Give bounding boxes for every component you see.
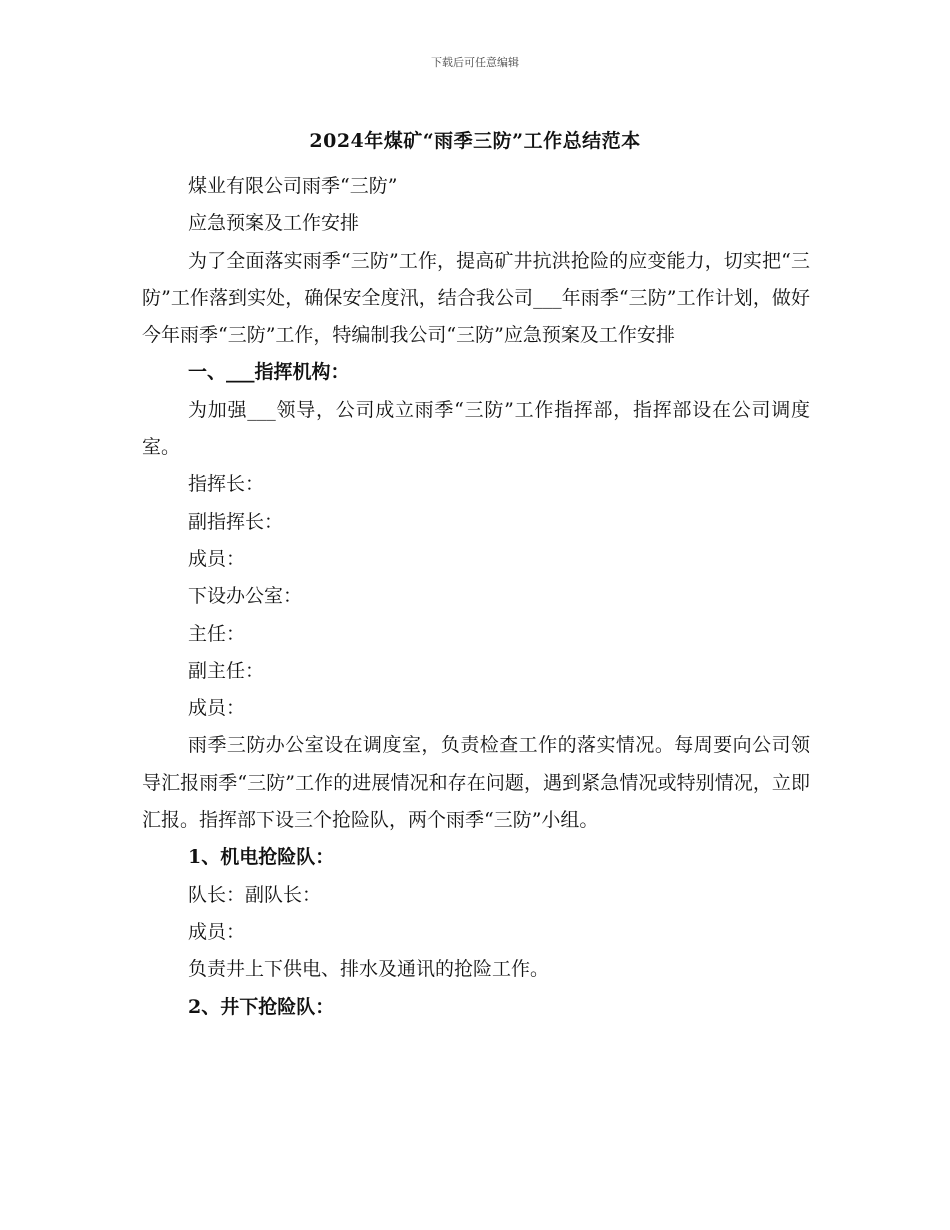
- document-body: [142, 168, 810, 1026]
- field-team-leaders: 队长：副队长：: [188, 883, 322, 906]
- paragraph-intro: 为了全面落实雨季“三防”工作，提高矿井抗洪抢险的应变能力，切实把“三防”工作落到实处，确保安全度汛，结合我公司___年雨季“三防”工作计划，做好今年雨季“三防”工作，特编制我公司“三防”应急预案及工作安排: [142, 249, 810, 347]
- paragraph-command-setup: 为加强___领导，公司成立雨季“三防”工作指挥部，指挥部设在公司调度室。: [142, 398, 810, 459]
- section-heading-command: 一、___指挥机构：: [188, 361, 350, 384]
- section-heading-underground-team: 2、井下抢险队：: [188, 995, 335, 1018]
- field-team-members: 成员：: [188, 920, 246, 943]
- paragraph-team-duties: 负责井上下供电、排水及通讯的抢险工作。: [188, 958, 550, 981]
- field-commander: 指挥长：: [188, 473, 265, 496]
- paragraph-company-title: 煤业有限公司雨季“三防”: [188, 175, 398, 197]
- header-note: 下载后可任意编辑: [431, 56, 519, 69]
- field-deputy-director: 副主任：: [188, 659, 265, 682]
- field-office: 下设办公室：: [188, 585, 303, 608]
- section-heading-electromech-team: 1、机电抢险队：: [188, 846, 335, 869]
- field-office-members: 成员：: [188, 697, 246, 720]
- field-deputy-commander: 副指挥长：: [188, 510, 284, 533]
- field-members: 成员：: [188, 547, 246, 570]
- document-title: 2024年煤矿“雨季三防”工作总结范本: [309, 130, 641, 152]
- paragraph-office-duties: 雨季三防办公室设在调度室，负责检查工作的落实情况。每周要向公司领导汇报雨季“三防”工作的进展情况和存在问题，遇到紧急情况或特别情况，立即汇报。指挥部下设三个抢险队，两个雨季“三防”小组。: [142, 734, 810, 832]
- field-director: 主任：: [188, 622, 246, 645]
- paragraph-plan-title: 应急预案及工作安排: [188, 212, 360, 235]
